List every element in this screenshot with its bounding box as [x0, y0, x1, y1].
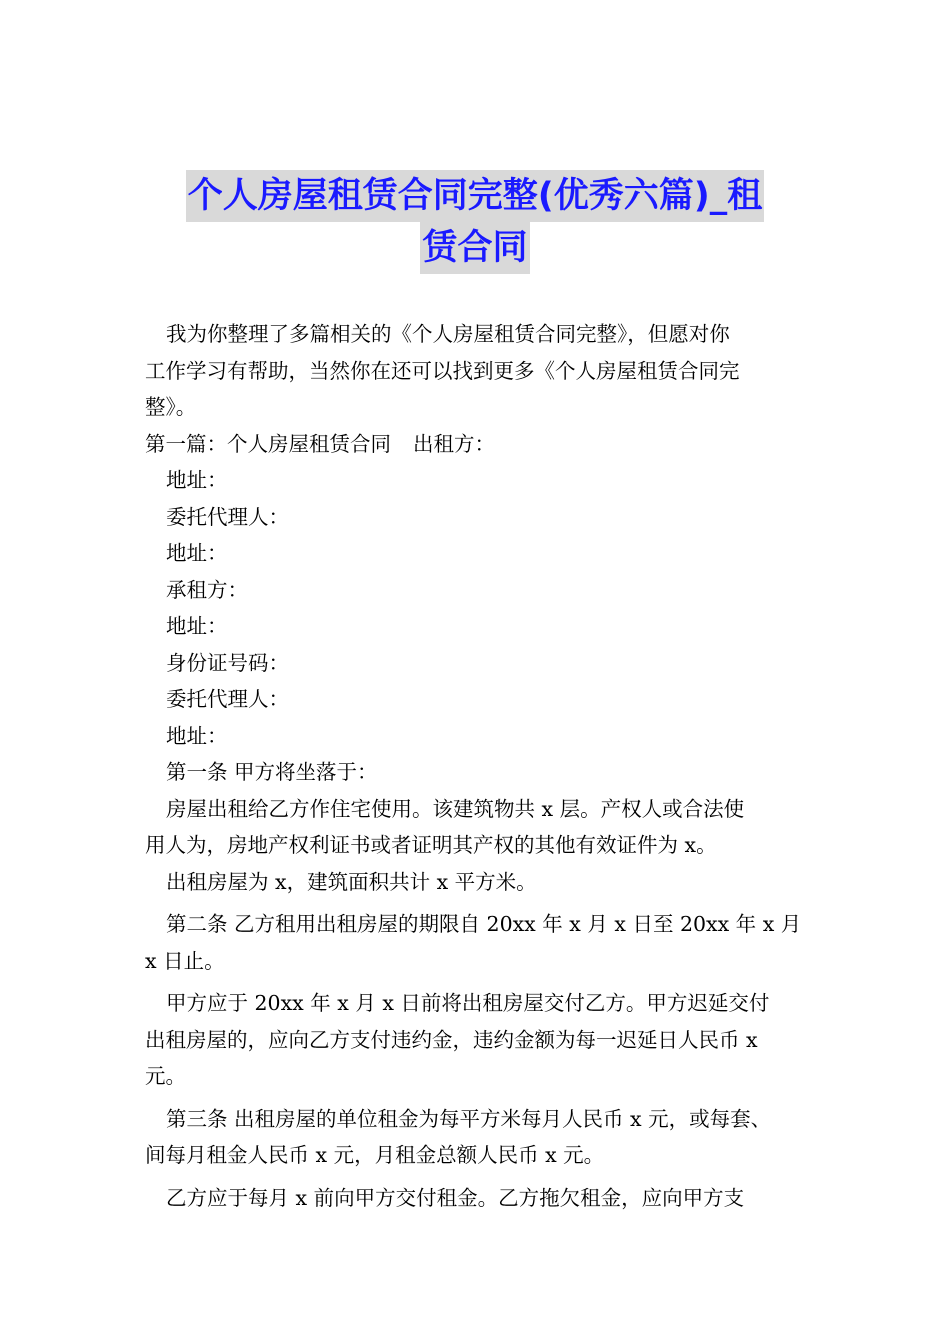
section-1-title: 第一篇：个人房屋租赁合同 [145, 431, 391, 456]
article-3-p2-line-1: 乙方应于每月 x 前向甲方交付租金。乙方拖欠租金，应向甲方支 [166, 1185, 745, 1210]
title-line-2: 赁合同 [420, 222, 529, 274]
article-3-p1-line-1: 第三条 出租房屋的单位租金为每平方米每月人民币 x 元，或每套、 [166, 1106, 772, 1131]
field-id-number: 身份证号码： [166, 650, 289, 675]
article-2-p2-line-3: 元。 [145, 1064, 186, 1088]
article-2-p2-line-2: 出租房屋的，应向乙方支付违约金，违约金额为每一迟延日人民币 x [145, 1027, 758, 1052]
document-body [145, 316, 825, 1216]
field-address-1: 地址： [166, 468, 228, 492]
article-2-p1-line-1: 第二条 乙方租用出租房屋的期限自 20xx 年 x 月 x 日至 20xx 年 x 月 [166, 912, 802, 936]
field-agent-2: 委托代理人： [166, 687, 289, 711]
intro-line-1: 我为你整理了多篇相关的《个人房屋租赁合同完整》，但愿对你 [166, 322, 730, 346]
field-address-2: 地址： [166, 541, 228, 565]
article-2-p2-line-1: 甲方应于 20xx 年 x 月 x 日前将出租房屋交付乙方。甲方迟延交付 [166, 991, 770, 1015]
article-1-p2: 出租房屋为 x，建筑面积共计 x 平方米。 [166, 869, 537, 894]
lessor-label: 出租方： [413, 431, 495, 456]
article-3-p1-line-2: 间每月租金人民币 x 元，月租金总额人民币 x 元。 [145, 1143, 605, 1167]
field-agent-1: 委托代理人： [166, 504, 289, 529]
field-address-4: 地址： [166, 723, 228, 748]
article-1-p1-line-2: 用人为，房地产权利证书或者证明其产权的其他有效证件为 x。 [145, 833, 717, 857]
document-title [120, 170, 830, 274]
article-1-p1-line-1: 房屋出租给乙方作住宅使用。该建筑物共 x 层。产权人或合法使 [166, 796, 745, 821]
intro-line-3: 整》。 [145, 395, 197, 419]
title-line-1: 个人房屋租赁合同完整(优秀六篇)_租 [186, 170, 765, 222]
section-1-heading [145, 426, 825, 463]
article-1-heading: 第一条 甲方将坐落于： [166, 760, 378, 784]
field-address-3: 地址： [166, 614, 228, 638]
field-lessee: 承租方： [166, 577, 248, 602]
intro-line-2: 工作学习有帮助，当然你在还可以找到更多《个人房屋租赁合同完 [145, 358, 740, 383]
article-2-p1-line-2: x 日止。 [145, 948, 225, 973]
